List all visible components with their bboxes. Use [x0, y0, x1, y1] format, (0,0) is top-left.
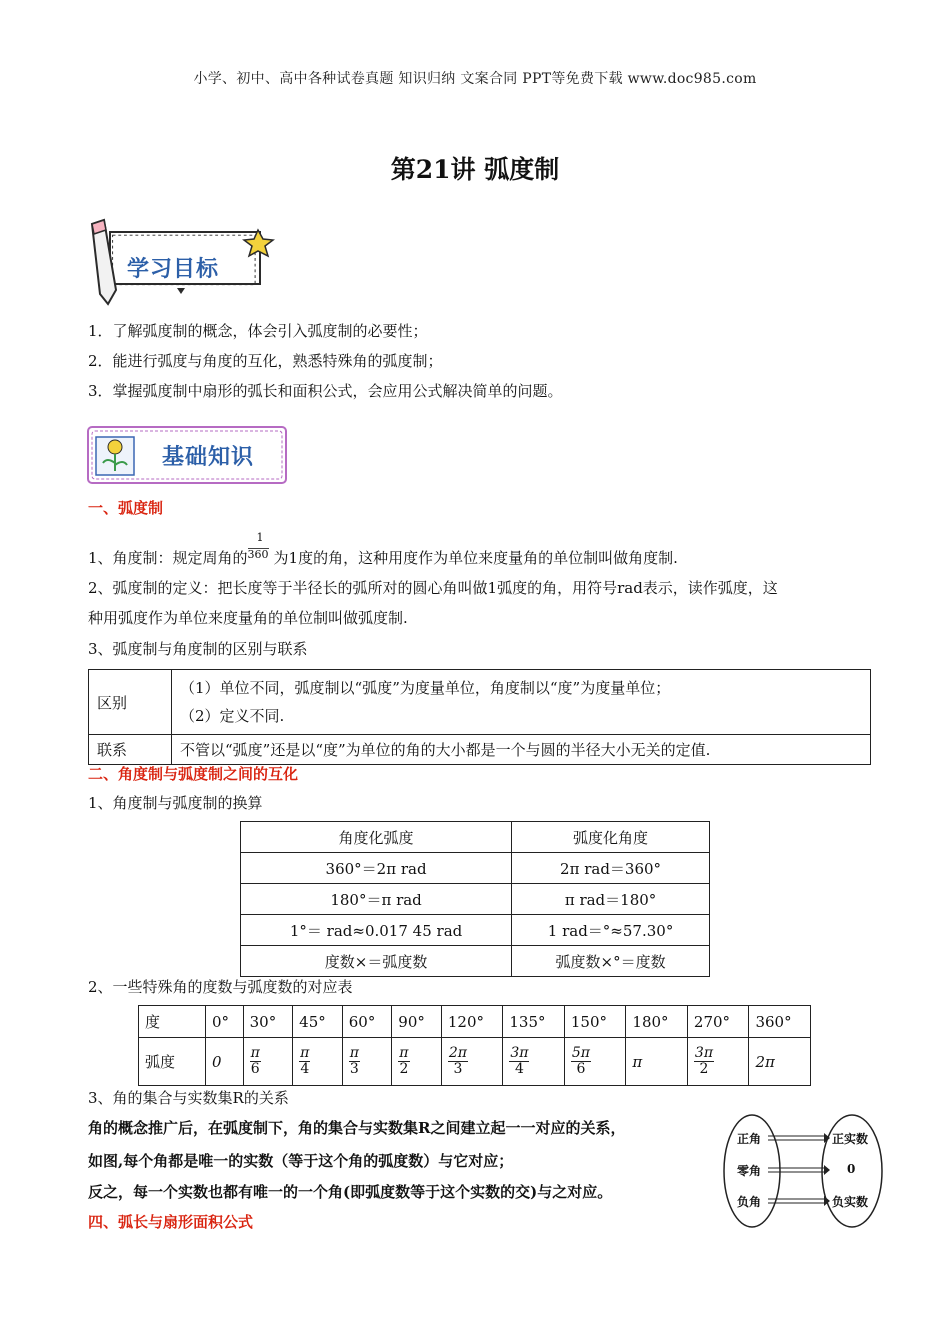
fraction-denominator: 2 [699, 1061, 709, 1077]
radian-fraction [448, 1046, 468, 1077]
learning-goals-badge [82, 216, 282, 306]
fraction-numerator: π [399, 1045, 409, 1061]
fraction-numerator: π [300, 1045, 310, 1061]
section-heading-4: 四、弧长与扇形面积公式 [88, 1213, 254, 1231]
table-row [241, 884, 710, 915]
radian-fraction [509, 1046, 529, 1077]
row-header: 度 [139, 1006, 206, 1038]
diagram-left-3: 负角 [737, 1195, 762, 1209]
table-cell [172, 670, 871, 735]
table-row [241, 915, 710, 946]
table-cell: 不管以“弧度”还是以“度”为单位的角的大小都是一个与圆的半径大小无关的定值. [172, 735, 871, 765]
radian-fraction [571, 1046, 591, 1077]
special-angles-table [138, 1005, 811, 1086]
degree-cell: 30° [243, 1006, 293, 1038]
radian-cell [243, 1038, 293, 1086]
radian-cell [441, 1038, 503, 1086]
fraction-numerator: π [349, 1045, 359, 1061]
table-cell: 360°＝2π rad [241, 853, 512, 884]
page-title: 第21讲 弧度制 [390, 155, 560, 184]
conversion-title: 1、角度制与弧度制的换算 [88, 794, 263, 812]
fraction-1-360: $\frac{1}{360}$ [247, 531, 269, 561]
difference-table [88, 669, 871, 765]
table-cell: 180°＝π rad [241, 884, 512, 915]
fraction-denominator: 4 [514, 1061, 524, 1077]
badge-label: 基础知识 [162, 445, 255, 470]
table-row [89, 735, 871, 765]
table-row [89, 670, 871, 735]
diagram-right-1: 正实数 [832, 1132, 869, 1146]
radian-fraction [349, 1046, 360, 1077]
radian-row [139, 1038, 811, 1086]
radian-value: π [632, 1052, 643, 1071]
degree-cell: 60° [342, 1006, 392, 1038]
mapping-diagram [720, 1112, 890, 1230]
table-cell: 1 rad＝°≈57.30° [512, 915, 710, 946]
definition-1-pre: 1、角度制：规定周角的 [88, 549, 248, 567]
definition-3: 3、弧度制与角度制的区别与联系 [88, 640, 308, 658]
set-relation-line-1: 角的概念推广后，在弧度制下，角的集合与实数集R之间建立起一一对应的关系， [88, 1119, 626, 1137]
table-head-cell: 联系 [89, 735, 172, 765]
table-header-row [241, 822, 710, 853]
radian-cell [687, 1038, 749, 1086]
fraction-numerator: 3π [694, 1045, 714, 1061]
definition-2b: 种用弧度作为单位来度量角的单位制叫做弧度制. [88, 609, 408, 627]
table-cell: 弧度数×°＝度数 [512, 946, 710, 977]
radian-fraction [299, 1046, 310, 1077]
table-cell: π rad＝180° [512, 884, 710, 915]
radian-cell [293, 1038, 343, 1086]
degree-cell: 150° [564, 1006, 626, 1038]
table-cell: 2π rad＝360° [512, 853, 710, 884]
radian-value: 0 [212, 1052, 222, 1071]
table-cell: 1°＝ rad≈0.017 45 rad [241, 915, 512, 946]
fraction-numerator: 3π [510, 1045, 529, 1061]
radian-cell [342, 1038, 392, 1086]
radian-value: 2π [755, 1052, 775, 1071]
degree-cell: 180° [626, 1006, 688, 1038]
column-header: 角度化弧度 [241, 822, 512, 853]
set-relation-title: 3、角的集合与实数集R的关系 [88, 1089, 289, 1107]
fraction-denominator: 3 [453, 1061, 463, 1077]
conversion-table [240, 821, 710, 977]
degree-cell: 360° [749, 1006, 811, 1038]
radian-cell [564, 1038, 626, 1086]
badge-label: 学习目标 [127, 257, 220, 282]
degree-row [139, 1006, 811, 1038]
table-head-cell: 区别 [89, 670, 172, 735]
radian-cell [626, 1038, 688, 1086]
section-heading-1: 一、弧度制 [88, 499, 164, 517]
fraction-numerator: 5π [571, 1045, 590, 1061]
degree-cell: 45° [293, 1006, 343, 1038]
column-header: 弧度化角度 [512, 822, 710, 853]
degree-cell: 120° [441, 1006, 503, 1038]
table-row [241, 853, 710, 884]
fraction-denominator: 6 [250, 1061, 260, 1077]
fraction-denominator: 2 [399, 1061, 409, 1077]
objective-1: 1．了解弧度制的概念，体会引入弧度制的必要性； [88, 322, 428, 340]
section-heading-2: 二、角度制与弧度制之间的互化 [88, 765, 299, 783]
basic-knowledge-badge [86, 423, 291, 487]
radian-cell [749, 1038, 811, 1086]
table-row [241, 946, 710, 977]
diagram-right-3: 负实数 [832, 1195, 869, 1209]
diagram-left-1: 正角 [737, 1132, 762, 1146]
radian-fraction [250, 1046, 261, 1077]
degree-cell: 90° [392, 1006, 442, 1038]
objective-2: 2．能进行弧度与角度的互化，熟悉特殊角的弧度制； [88, 352, 443, 370]
objective-3: 3．掌握弧度制中扇形的弧长和面积公式，会应用公式解决简单的问题。 [88, 382, 563, 400]
page-header: 小学、初中、高中各种试卷真题 知识归纳 文案合同 PPT等免费下载 www.doc985.com [193, 71, 757, 87]
fraction-numerator: π [250, 1045, 260, 1061]
special-angles-title: 2、一些特殊角的度数与弧度数的对应表 [88, 978, 353, 996]
row-header: 弧度 [139, 1038, 206, 1086]
degree-cell: 0° [206, 1006, 244, 1038]
difference-line-1: （1）单位不同，弧度制以“弧度”为度量单位，角度制以“度”为度量单位； [180, 679, 671, 697]
diagram-left-2: 零角 [737, 1164, 762, 1178]
definition-1 [88, 531, 678, 569]
set-relation-line-2: 如图,每个角都是唯一的实数（等于这个角的弧度数）与它对应； [88, 1152, 514, 1170]
fraction-denominator: 4 [300, 1061, 310, 1077]
definition-2a: 2、弧度制的定义：把长度等于半径长的弧所对的圆心角叫做1弧度的角，用符号rad表示，读作弧度，这 [88, 579, 778, 597]
definition-1-post: 为1度的角，这种用度作为单位来度量角的单位制叫做角度制. [273, 549, 678, 567]
radian-cell [206, 1038, 244, 1086]
radian-cell [392, 1038, 442, 1086]
degree-cell: 135° [503, 1006, 565, 1038]
fraction-numerator: 2π [448, 1045, 467, 1061]
difference-line-2: （2）定义不同. [180, 707, 285, 725]
fraction-denominator: 6 [576, 1061, 586, 1077]
table-cell: 度数×＝弧度数 [241, 946, 512, 977]
radian-fraction [694, 1046, 714, 1077]
radian-fraction [398, 1046, 409, 1077]
diagram-right-2: 0 [847, 1162, 856, 1176]
set-relation-line-3: 反之，每一个实数也都有唯一的一个角(即弧度数等于这个实数的交)与之对应。 [88, 1183, 613, 1201]
degree-cell: 270° [687, 1006, 749, 1038]
radian-cell [503, 1038, 565, 1086]
fraction-denominator: 3 [349, 1061, 359, 1077]
